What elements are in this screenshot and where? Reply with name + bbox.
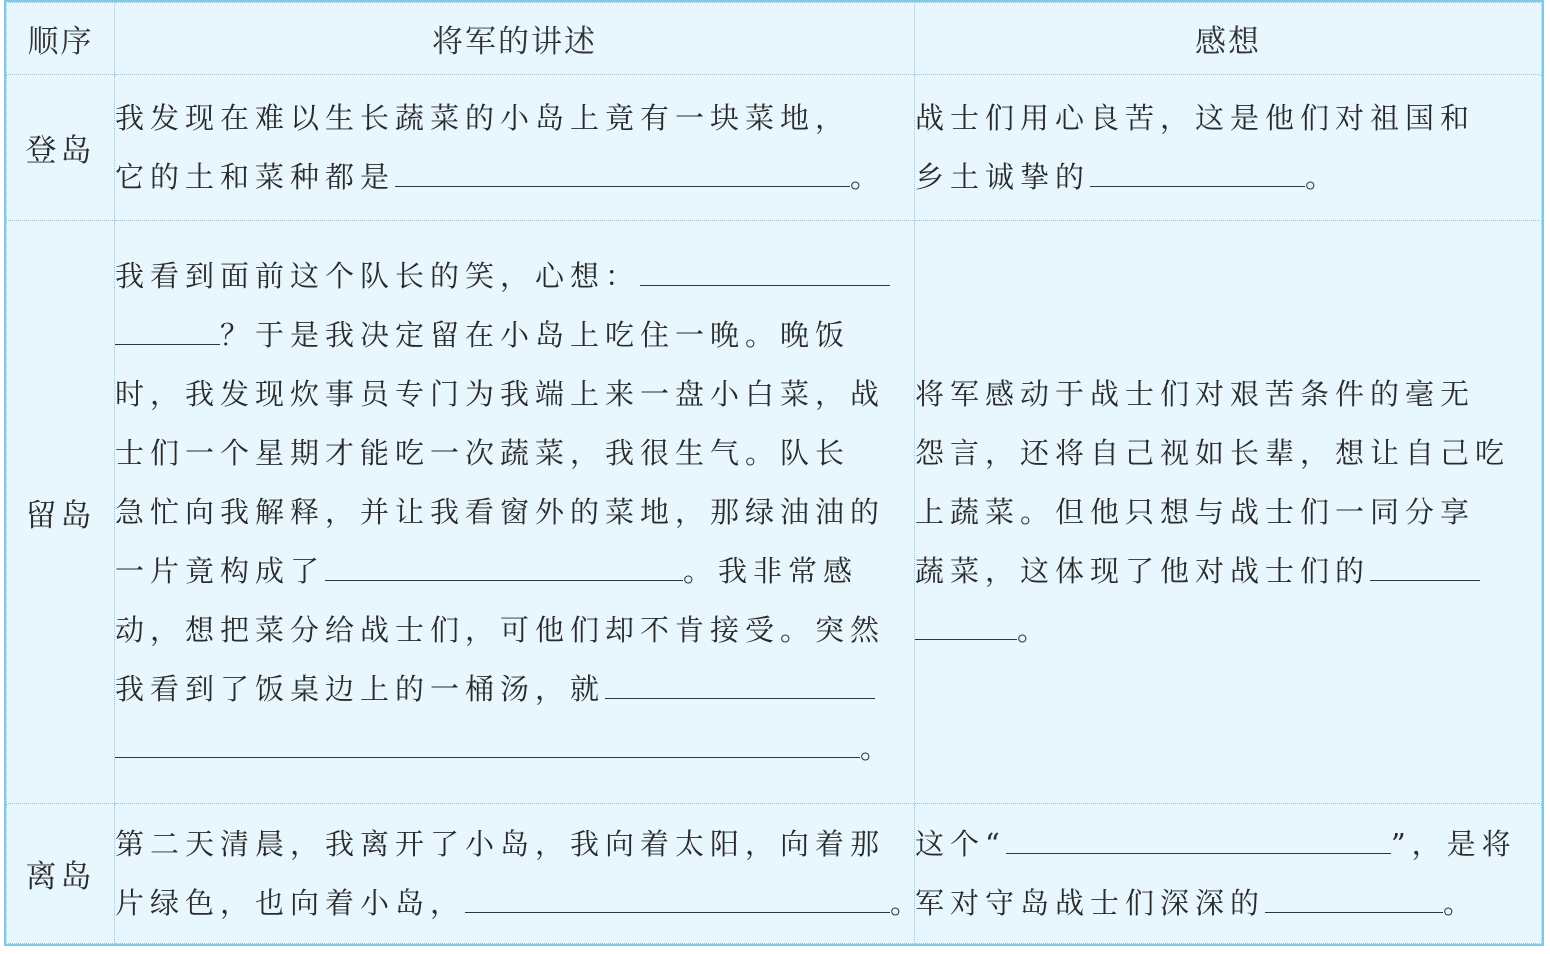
answer-blank[interactable] <box>1370 546 1480 581</box>
stage-label: 离岛 <box>7 804 115 944</box>
answer-blank[interactable] <box>325 546 683 581</box>
stage-label: 留岛 <box>7 221 115 804</box>
header-narration: 将军的讲述 <box>115 3 915 75</box>
answer-blank[interactable] <box>465 878 890 913</box>
answer-blank[interactable] <box>640 251 890 286</box>
table-row-landing <box>7 75 1542 221</box>
story-table <box>6 2 1542 944</box>
answer-blank[interactable] <box>1090 152 1305 187</box>
header-thoughts: 感想 <box>915 3 1542 75</box>
narration-cell: 第二天清晨，我离开了小岛，我向着太阳，向着那 片绿色，也向着小岛， 。 <box>115 804 915 944</box>
table-row-staying <box>7 221 1542 804</box>
answer-blank[interactable] <box>1006 819 1391 854</box>
worksheet-table-container <box>4 0 1544 946</box>
answer-blank[interactable] <box>915 605 1017 640</box>
table-row-leaving <box>7 804 1542 944</box>
narration-cell: 我发现在难以生长蔬菜的小岛上竟有一块菜地， 它的土和菜种都是 。 <box>115 75 915 221</box>
answer-blank[interactable] <box>605 664 875 699</box>
table-header-row <box>7 3 1542 75</box>
answer-blank[interactable] <box>395 152 850 187</box>
answer-blank[interactable] <box>115 723 860 758</box>
thought-cell: 战士们用心良苦，这是他们对祖国和 乡土诚挚的 。 <box>915 75 1542 221</box>
answer-blank[interactable] <box>1265 878 1443 913</box>
answer-blank[interactable] <box>115 310 220 345</box>
narration-cell: 我看到面前这个队长的笑，心想： ？于是我决定留在小岛上吃住一晚。晚饭 时，我发现炊事员专门为我端上来一盘小白菜，战 士们一个星期才能吃一次蔬菜，我很生气。队长 急忙向我解释，并让我看窗外的菜地，那绿油油的 一片竟构成了 。我非常感 动，想把菜分给战士们，可他们却不肯接受。突然 我看到了饭桌边上的一桶汤，就 。 <box>115 221 915 804</box>
thought-cell: 将军感动于战士们对艰苦条件的毫无 怨言，还将自己视如长辈，想让自己吃 上蔬菜。但他只想与战士们一同分享 蔬菜，这体现了他对战士们的 。 <box>915 221 1542 804</box>
header-order: 顺序 <box>7 3 115 75</box>
stage-label: 登岛 <box>7 75 115 221</box>
thought-cell: 这个“ ”，是将 军对守岛战士们深深的 。 <box>915 804 1542 944</box>
